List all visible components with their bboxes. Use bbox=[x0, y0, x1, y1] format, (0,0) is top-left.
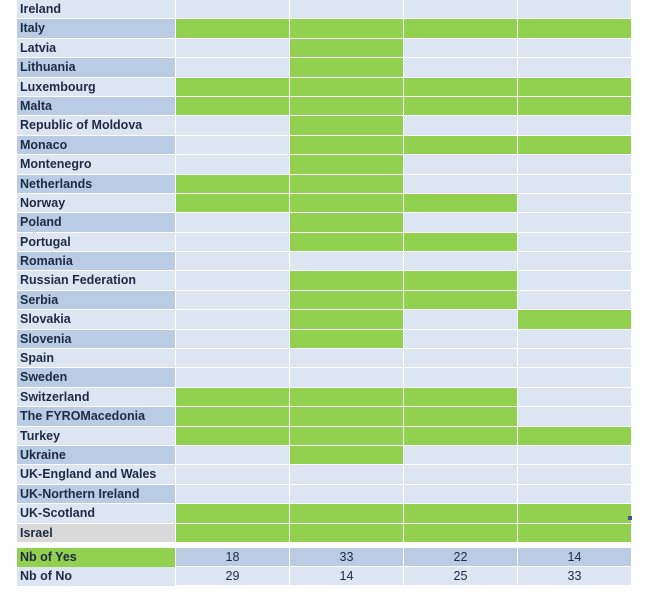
table-row bbox=[17, 78, 633, 97]
country-name-cell[interactable]: Turkey bbox=[17, 427, 175, 446]
marked-cell[interactable] bbox=[290, 175, 403, 194]
table-row bbox=[17, 330, 633, 349]
marked-cell[interactable] bbox=[290, 330, 403, 349]
empty-cell[interactable] bbox=[518, 213, 631, 232]
country-name-cell[interactable]: Portugal bbox=[17, 233, 175, 252]
empty-cell[interactable] bbox=[176, 116, 289, 135]
empty-cell[interactable] bbox=[404, 465, 517, 484]
empty-cell[interactable] bbox=[404, 252, 517, 271]
country-name-cell[interactable]: Ireland bbox=[17, 0, 175, 19]
marked-cell[interactable] bbox=[290, 446, 403, 465]
no-count-cell[interactable]: 25 bbox=[404, 567, 517, 586]
empty-cell[interactable] bbox=[518, 330, 631, 349]
marked-cell[interactable] bbox=[290, 504, 403, 523]
marked-cell[interactable] bbox=[290, 291, 403, 310]
marked-cell[interactable] bbox=[290, 524, 403, 543]
table-row bbox=[17, 407, 633, 426]
table-row bbox=[17, 136, 633, 155]
marked-cell[interactable] bbox=[176, 194, 289, 213]
no-count-cell[interactable]: 14 bbox=[290, 567, 403, 586]
yes-count-row bbox=[17, 548, 633, 567]
empty-cell[interactable] bbox=[176, 39, 289, 58]
empty-cell[interactable] bbox=[518, 0, 631, 19]
yes-count-cell[interactable]: 33 bbox=[290, 548, 403, 567]
empty-cell[interactable] bbox=[518, 349, 631, 368]
country-name-cell[interactable]: Russian Federation bbox=[17, 271, 175, 290]
no-count-row bbox=[17, 567, 633, 586]
country-name-cell[interactable]: Romania bbox=[17, 252, 175, 271]
marked-cell[interactable] bbox=[176, 407, 289, 426]
empty-cell[interactable] bbox=[290, 349, 403, 368]
marked-cell[interactable] bbox=[290, 388, 403, 407]
empty-cell[interactable] bbox=[518, 175, 631, 194]
table-row bbox=[17, 349, 633, 368]
marked-cell[interactable] bbox=[176, 175, 289, 194]
marked-cell[interactable] bbox=[290, 97, 403, 116]
marked-cell[interactable] bbox=[290, 427, 403, 446]
empty-cell[interactable] bbox=[176, 271, 289, 290]
marked-cell[interactable] bbox=[404, 97, 517, 116]
empty-cell[interactable] bbox=[176, 368, 289, 387]
empty-cell[interactable] bbox=[518, 39, 631, 58]
country-name-cell[interactable]: Switzerland bbox=[17, 388, 175, 407]
empty-cell[interactable] bbox=[404, 368, 517, 387]
country-name-cell[interactable]: UK-Northern Ireland bbox=[17, 485, 175, 504]
country-name-cell[interactable]: Poland bbox=[17, 213, 175, 232]
marked-cell[interactable] bbox=[518, 427, 631, 446]
country-name-cell[interactable]: Monaco bbox=[17, 136, 175, 155]
country-name-cell[interactable]: Netherlands bbox=[17, 175, 175, 194]
empty-cell[interactable] bbox=[404, 175, 517, 194]
empty-cell[interactable] bbox=[404, 446, 517, 465]
table-row bbox=[17, 39, 633, 58]
empty-cell[interactable] bbox=[404, 58, 517, 77]
marked-cell[interactable] bbox=[404, 78, 517, 97]
table-row bbox=[17, 19, 633, 38]
table-row bbox=[17, 504, 633, 523]
country-name-cell[interactable]: Serbia bbox=[17, 291, 175, 310]
marked-cell[interactable] bbox=[290, 58, 403, 77]
marked-cell[interactable] bbox=[404, 233, 517, 252]
yes-label: Nb of Yes bbox=[17, 548, 175, 567]
table-row bbox=[17, 233, 633, 252]
country-name-cell[interactable]: Italy bbox=[17, 19, 175, 38]
empty-cell[interactable] bbox=[404, 485, 517, 504]
empty-cell[interactable] bbox=[518, 368, 631, 387]
marked-cell[interactable] bbox=[290, 310, 403, 329]
marked-cell[interactable] bbox=[518, 310, 631, 329]
empty-cell[interactable] bbox=[404, 155, 517, 174]
marked-cell[interactable] bbox=[290, 155, 403, 174]
empty-cell[interactable] bbox=[176, 0, 289, 19]
marked-cell[interactable] bbox=[404, 136, 517, 155]
table-row bbox=[17, 58, 633, 77]
empty-cell[interactable] bbox=[404, 39, 517, 58]
country-name-cell[interactable]: Montenegro bbox=[17, 155, 175, 174]
country-table bbox=[17, 0, 633, 543]
no-label: Nb of No bbox=[17, 567, 175, 586]
marked-cell[interactable] bbox=[290, 407, 403, 426]
empty-cell[interactable] bbox=[176, 252, 289, 271]
yes-count-cell[interactable]: 22 bbox=[404, 548, 517, 567]
table-row bbox=[17, 485, 633, 504]
country-name-cell[interactable]: Luxembourg bbox=[17, 78, 175, 97]
empty-cell[interactable] bbox=[290, 465, 403, 484]
empty-cell[interactable] bbox=[404, 213, 517, 232]
empty-cell[interactable] bbox=[518, 155, 631, 174]
empty-cell[interactable] bbox=[404, 310, 517, 329]
empty-cell[interactable] bbox=[518, 388, 631, 407]
empty-cell[interactable] bbox=[518, 465, 631, 484]
empty-cell[interactable] bbox=[290, 0, 403, 19]
empty-cell[interactable] bbox=[518, 407, 631, 426]
country-name-cell[interactable]: Norway bbox=[17, 194, 175, 213]
table-row bbox=[17, 427, 633, 446]
table-row bbox=[17, 388, 633, 407]
marked-cell[interactable] bbox=[404, 388, 517, 407]
empty-cell[interactable] bbox=[176, 155, 289, 174]
marked-cell[interactable] bbox=[518, 78, 631, 97]
table-row bbox=[17, 213, 633, 232]
country-name-cell[interactable]: Lithuania bbox=[17, 58, 175, 77]
empty-cell[interactable] bbox=[176, 349, 289, 368]
marked-cell[interactable] bbox=[290, 39, 403, 58]
empty-cell[interactable] bbox=[518, 271, 631, 290]
table-row bbox=[17, 310, 633, 329]
country-name-cell[interactable]: UK-England and Wales bbox=[17, 465, 175, 484]
empty-cell[interactable] bbox=[176, 310, 289, 329]
country-name-cell[interactable]: Republic of Moldova bbox=[17, 116, 175, 135]
marked-cell[interactable] bbox=[176, 388, 289, 407]
table-row bbox=[17, 524, 633, 543]
empty-cell[interactable] bbox=[176, 291, 289, 310]
empty-cell[interactable] bbox=[176, 485, 289, 504]
yes-count-cell[interactable]: 18 bbox=[176, 548, 289, 567]
table-row bbox=[17, 465, 633, 484]
empty-cell[interactable] bbox=[518, 446, 631, 465]
country-name-cell[interactable]: Slovenia bbox=[17, 330, 175, 349]
marked-cell[interactable] bbox=[290, 19, 403, 38]
marked-cell[interactable] bbox=[290, 233, 403, 252]
empty-cell[interactable] bbox=[290, 368, 403, 387]
marked-cell[interactable] bbox=[176, 427, 289, 446]
marked-cell[interactable] bbox=[518, 136, 631, 155]
yes-count-cell[interactable]: 14 bbox=[518, 548, 631, 567]
empty-cell[interactable] bbox=[176, 233, 289, 252]
selection-handle[interactable] bbox=[628, 516, 632, 520]
country-name-cell[interactable]: UK-Scotland bbox=[17, 504, 175, 523]
marked-cell[interactable] bbox=[404, 524, 517, 543]
marked-cell[interactable] bbox=[404, 291, 517, 310]
country-name-cell[interactable]: Latvia bbox=[17, 39, 175, 58]
table-row bbox=[17, 0, 633, 19]
country-name-cell[interactable]: Sweden bbox=[17, 368, 175, 387]
country-name-cell[interactable]: The FYROMacedonia bbox=[17, 407, 175, 426]
table-row bbox=[17, 291, 633, 310]
country-name-cell[interactable]: Israel bbox=[17, 524, 175, 543]
empty-cell[interactable] bbox=[518, 252, 631, 271]
table-row bbox=[17, 368, 633, 387]
marked-cell[interactable] bbox=[290, 78, 403, 97]
table-row bbox=[17, 155, 633, 174]
empty-cell[interactable] bbox=[176, 213, 289, 232]
empty-cell[interactable] bbox=[518, 58, 631, 77]
country-name-cell[interactable]: Slovakia bbox=[17, 310, 175, 329]
empty-cell[interactable] bbox=[176, 330, 289, 349]
table-row bbox=[17, 252, 633, 271]
empty-cell[interactable] bbox=[404, 116, 517, 135]
empty-cell[interactable] bbox=[290, 485, 403, 504]
marked-cell[interactable] bbox=[518, 97, 631, 116]
marked-cell[interactable] bbox=[404, 19, 517, 38]
marked-cell[interactable] bbox=[518, 524, 631, 543]
marked-cell[interactable] bbox=[176, 19, 289, 38]
table-row bbox=[17, 194, 633, 213]
marked-cell[interactable] bbox=[290, 271, 403, 290]
empty-cell[interactable] bbox=[518, 233, 631, 252]
marked-cell[interactable] bbox=[404, 504, 517, 523]
marked-cell[interactable] bbox=[290, 116, 403, 135]
marked-cell[interactable] bbox=[404, 271, 517, 290]
table-row bbox=[17, 271, 633, 290]
country-name-cell[interactable]: Malta bbox=[17, 97, 175, 116]
marked-cell[interactable] bbox=[176, 78, 289, 97]
marked-cell[interactable] bbox=[290, 194, 403, 213]
empty-cell[interactable] bbox=[176, 136, 289, 155]
empty-cell[interactable] bbox=[176, 446, 289, 465]
table-row bbox=[17, 446, 633, 465]
empty-cell[interactable] bbox=[176, 58, 289, 77]
marked-cell[interactable] bbox=[404, 407, 517, 426]
empty-cell[interactable] bbox=[518, 291, 631, 310]
marked-cell[interactable] bbox=[404, 194, 517, 213]
marked-cell[interactable] bbox=[176, 524, 289, 543]
table-row bbox=[17, 97, 633, 116]
empty-cell[interactable] bbox=[518, 116, 631, 135]
empty-cell[interactable] bbox=[290, 252, 403, 271]
empty-cell[interactable] bbox=[404, 0, 517, 19]
marked-cell[interactable] bbox=[404, 427, 517, 446]
marked-cell[interactable] bbox=[176, 504, 289, 523]
marked-cell[interactable] bbox=[290, 136, 403, 155]
summary-table bbox=[17, 548, 633, 586]
marked-cell[interactable] bbox=[176, 97, 289, 116]
empty-cell[interactable] bbox=[518, 194, 631, 213]
marked-cell[interactable] bbox=[290, 213, 403, 232]
table-row bbox=[17, 175, 633, 194]
marked-cell[interactable] bbox=[518, 19, 631, 38]
no-count-cell[interactable]: 29 bbox=[176, 567, 289, 586]
empty-cell[interactable] bbox=[404, 349, 517, 368]
empty-cell[interactable] bbox=[518, 485, 631, 504]
table-row bbox=[17, 116, 633, 135]
marked-cell[interactable] bbox=[518, 504, 631, 523]
empty-cell[interactable] bbox=[404, 330, 517, 349]
empty-cell[interactable] bbox=[176, 465, 289, 484]
country-name-cell[interactable]: Spain bbox=[17, 349, 175, 368]
no-count-cell[interactable]: 33 bbox=[518, 567, 631, 586]
country-name-cell[interactable]: Ukraine bbox=[17, 446, 175, 465]
